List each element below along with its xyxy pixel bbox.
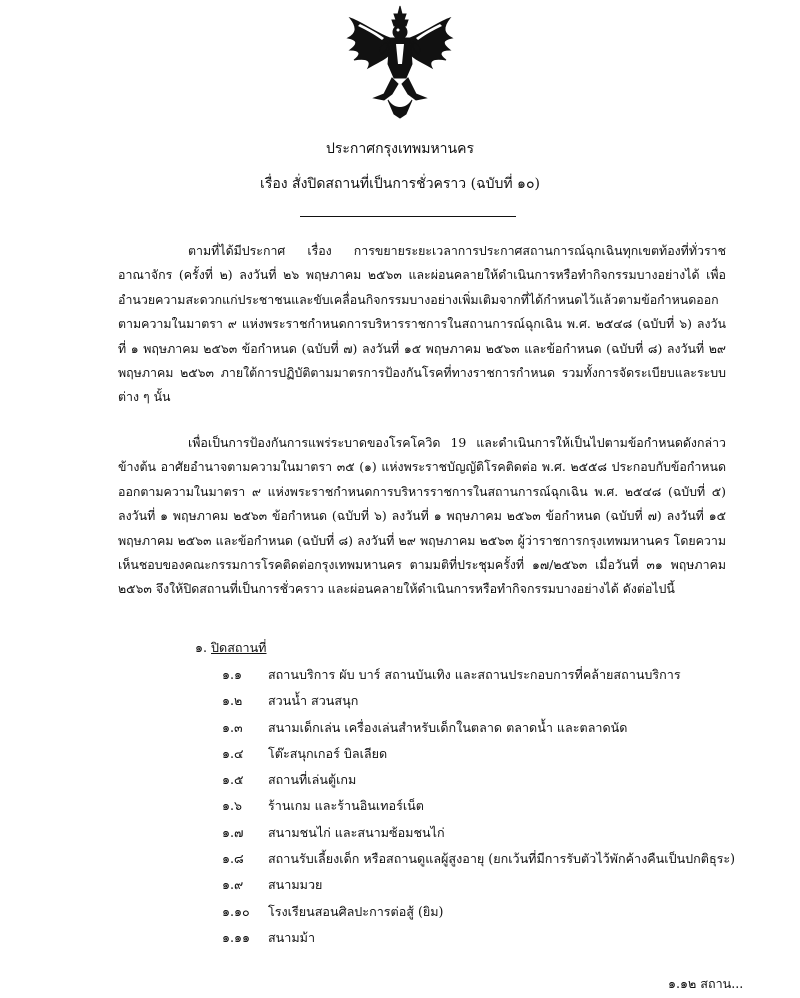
paragraph-preamble-text: ตามที่ได้มีประกาศ เรื่อง การขยายระยะเวลาการประกาศสถานการณ์ฉุกเฉินทุกเขตท้องที่ทั่วราชอาณาจักร (ครั้งที่ ๒) ลงวันที่ ๒๖ พฤษภาคม ๒๕๖๓ และผ่อนคลายให้ดำเนินการหรือทำกิจกรรมบางอย่างได้ เพื่ออำนวยความสะดวกแก่ประชาชนและขับเคลื่อนกิจกรรมบางอย่างเพิ่มเติมจากที่ได้กำหนดไว้แล้วตามข้อกำหนดออกตามความในมาตรา ๙ แห่งพระราชกำหนดการบริหารราชการในสถานการณ์ฉุกเฉิน พ.ศ. ๒๕๔๘ (ฉบับที่ ๖) ลงวันที่ ๑ พฤษภาคม ๒๕๖๓ ข้อกำหนด (ฉบับที่ ๗) ลงวันที่ ๑๕ พฤษภาคม ๒๕๖๓ และข้อกำหนด (ฉบับที่ ๘) ลงวันที่ ๒๙ พฤษภาคม ๒๕๖๓ ภายใต้การปฏิบัติตามมาตรการป้องกันโรคที่ทางราชการกำหนด รวมทั้งการจัดระเบียบและระบบต่าง ๆ นั้น bbox=[118, 243, 726, 405]
list-item bbox=[222, 715, 735, 741]
item-number: ๑.๕ bbox=[222, 772, 244, 788]
item-text: สถานที่เล่นตู้เกม bbox=[268, 772, 357, 788]
item-number: ๑.๖ bbox=[222, 798, 242, 814]
list-item bbox=[222, 872, 735, 898]
garuda-emblem-icon bbox=[344, 4, 456, 120]
item-text: สถานรับเลี้ยงเด็ก หรือสถานดูแลผู้สูงอายุ (ยกเว้นที่มีการรับตัวไว้พักค้างคืนเป็นปกติธุระ) bbox=[268, 851, 736, 867]
paragraph-authority bbox=[118, 431, 726, 602]
item-text: สวนน้ำ สวนสนุก bbox=[268, 693, 359, 709]
list-item bbox=[222, 662, 735, 688]
item-number: ๑.๘ bbox=[222, 851, 244, 867]
item-text: โต๊ะสนุกเกอร์ บิลเลียด bbox=[268, 745, 388, 761]
list-item bbox=[222, 925, 735, 951]
paragraph-preamble bbox=[118, 239, 726, 410]
item-text: สนามมวย bbox=[268, 877, 323, 893]
item-text: สนามเด็กเล่น เครื่องเล่นสำหรับเด็กในตลาด ตลาดน้ำ และตลาดนัด bbox=[268, 719, 628, 735]
item-number: ๑.๑ bbox=[222, 667, 242, 682]
list-item bbox=[222, 741, 735, 767]
item-number: ๑.๗ bbox=[222, 824, 244, 840]
list-item bbox=[222, 688, 735, 714]
item-text: สนามชนไก่ และสนามซ้อมชนไก่ bbox=[268, 824, 445, 840]
continuation-marker: ๑.๑๒ สถาน... bbox=[668, 976, 744, 991]
item-number: ๑.๒ bbox=[222, 693, 243, 709]
item-text: สนามม้า bbox=[268, 929, 316, 945]
item-text: สถานบริการ ผับ บาร์ สถานบันเทิง และสถานประกอบการที่คล้ายสถานบริการ bbox=[268, 667, 681, 682]
list-item bbox=[222, 899, 735, 925]
list-item bbox=[222, 820, 735, 846]
list-item bbox=[222, 767, 735, 793]
closure-list bbox=[222, 662, 735, 951]
section-heading bbox=[195, 638, 266, 658]
item-number: ๑.๑๐ bbox=[222, 903, 250, 919]
section-title: ปิดสถานที่ bbox=[211, 640, 267, 655]
title-divider bbox=[300, 216, 516, 217]
document-subject: เรื่อง สั่งปิดสถานที่เป็นการชั่วคราว (ฉบับที่ ๑๐) bbox=[260, 176, 540, 192]
item-number: ๑.๑๑ bbox=[222, 929, 250, 945]
paragraph-authority-text: เพื่อเป็นการป้องกันการแพร่ระบาดของโรคโควิด 19 และดำเนินการให้เป็นไปตามข้อกำหนดดังกล่าวข้างต้น อาศัยอำนาจตามความในมาตรา ๓๕ (๑) แห่งพระราชบัญญัติโรคติดต่อ พ.ศ. ๒๕๕๘ ประกอบกับข้อกำหนดออกตามความในมาตรา ๙ แห่งพระราชกำหนดการบริหารราชการในสถานการณ์ฉุกเฉิน พ.ศ. ๒๕๔๘ (ฉบับที่ ๕) ลงวันที่ ๑ พฤษภาคม ๒๕๖๓ ข้อกำหนด (ฉบับที่ ๖) ลงวันที่ ๑ พฤษภาคม ๒๕๖๓ ข้อกำหนด (ฉบับที่ ๗) ลงวันที่ ๑๕ พฤษภาคม ๒๕๖๓ และข้อกำหนด (ฉบับที่ ๘) ลงวันที่ ๒๙ พฤษภาคม ๒๕๖๓ ผู้ว่าราชการกรุงเทพมหานคร โดยความเห็นชอบของคณะกรรมการโรคติดต่อกรุงเทพมหานคร ตามมติที่ประชุมครั้งที่ ๑๗/๒๕๖๓ เมื่อวันที่ ๓๑ พฤษภาคม ๒๕๖๓ จึงให้ปิดสถานที่เป็นการชั่วคราว และผ่อนคลายให้ดำเนินการหรือทำกิจกรรมบางอย่างได้ ดังต่อไปนี้ bbox=[118, 435, 726, 597]
item-number: ๑.๙ bbox=[222, 877, 244, 893]
list-item bbox=[222, 793, 735, 819]
item-number: ๑.๓ bbox=[222, 719, 243, 735]
document-title: ประกาศกรุงเทพมหานคร bbox=[326, 141, 474, 157]
section-number: ๑. bbox=[195, 640, 207, 655]
item-text: ร้านเกม และร้านอินเทอร์เน็ต bbox=[268, 798, 424, 814]
list-item bbox=[222, 846, 735, 872]
item-text: โรงเรียนสอนศิลปะการต่อสู้ (ยิม) bbox=[268, 903, 444, 919]
item-number: ๑.๔ bbox=[222, 745, 244, 761]
